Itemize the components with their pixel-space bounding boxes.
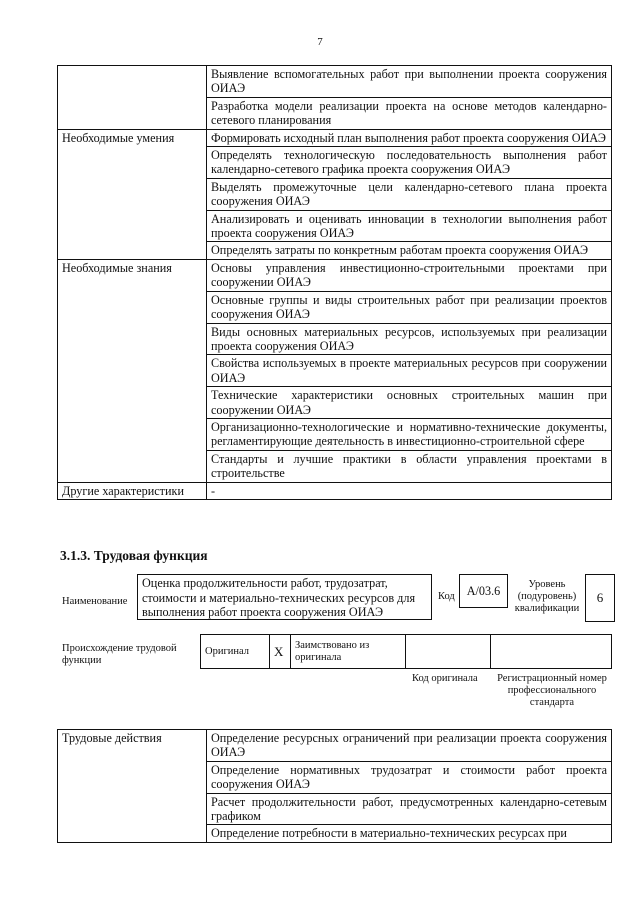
row-item: Определять технологическую последовательность выполнения работ календарно-сетевого графика проекта сооружения ОИАЭ (207, 147, 612, 179)
name-label: Наименование (62, 596, 128, 607)
reg-number-caption: Регистрационный номер профессионального стандарта (497, 673, 607, 708)
row-label (58, 66, 207, 130)
page-number: 7 (317, 36, 323, 48)
original-code-cell (406, 635, 491, 669)
row-label: Необходимые знания (58, 259, 207, 482)
row-item: Выявление вспомогательных работ при выполнении проекта сооружения ОИАЭ (207, 66, 612, 98)
table-row (58, 66, 612, 98)
row-item: Разработка модели реализации проекта на основе методов календарно-сетевого планирования (207, 97, 612, 129)
row-item: Виды основных материальных ресурсов, используемых при реализации проекта сооружения ОИАЭ (207, 323, 612, 355)
row-item: Анализировать и оценивать инновации в технологии выполнения работ проекта сооружения ОИАЭ (207, 210, 612, 242)
borrowed-label: Заимствовано из оригинала (291, 635, 406, 669)
row-item: Основы управления инвестиционно-строительными проектами при сооружении ОИАЭ (207, 259, 612, 291)
code-label: Код (438, 591, 455, 602)
row-label: Другие характеристики (58, 482, 207, 499)
row-item: Определение потребности в материально-технических ресурсах при (207, 825, 612, 842)
row-item: Формировать исходный план выполнения работ проекта сооружения ОИАЭ (207, 129, 612, 146)
function-code-box: A/03.6 (459, 574, 508, 608)
table-row (58, 129, 612, 146)
original-label: Оригинал (201, 635, 270, 669)
section-title: 3.1.3. Трудовая функция (60, 548, 208, 563)
row-item: Расчет продолжительности работ, предусмотренных календарно-сетевым графиком (207, 793, 612, 825)
original-mark: X (270, 635, 291, 669)
labor-actions-table (57, 729, 612, 843)
level-label: Уровень (подуровень) квалификации (514, 579, 580, 614)
row-item: Свойства используемых в проекте материальных ресурсов при сооружении ОИАЭ (207, 355, 612, 387)
reg-number-cell (491, 635, 612, 669)
function-name-box: Оценка продолжительности работ, трудозатрат, стоимости и материально-технических ресурсов для выполнения работ проекта сооружения ОИАЭ (137, 574, 432, 620)
row-item: - (207, 482, 612, 499)
origin-label: Происхождение трудовой функции (62, 643, 177, 666)
row-item: Основные группы и виды строительных работ при реализации проектов сооружения ОИАЭ (207, 291, 612, 323)
origin-table (200, 634, 612, 669)
table-row (58, 482, 612, 499)
knowledge-skills-table (57, 65, 612, 500)
qualification-level-box: 6 (585, 574, 615, 622)
row-item: Определять затраты по конкретным работам проекта сооружения ОИАЭ (207, 242, 612, 259)
table-row (58, 259, 612, 291)
row-item: Организационно-технологические и нормативно-технические документы, регламентирующие деятельность в инвестиционно-строительной сфере (207, 418, 612, 450)
row-item: Определение нормативных трудозатрат и стоимости работ проекта сооружения ОИАЭ (207, 761, 612, 793)
row-item: Стандарты и лучшие практики в области управления проектами в строительстве (207, 450, 612, 482)
row-item: Технические характеристики основных строительных машин при сооружении ОИАЭ (207, 387, 612, 419)
row-label: Необходимые умения (58, 129, 207, 259)
row-label: Трудовые действия (58, 730, 207, 843)
table-row (58, 730, 612, 762)
original-code-caption: Код оригинала (412, 673, 478, 684)
row-item: Определение ресурсных ограничений при реализации проекта сооружения ОИАЭ (207, 730, 612, 762)
row-item: Выделять промежуточные цели календарно-сетевого плана проекта сооружения ОИАЭ (207, 178, 612, 210)
